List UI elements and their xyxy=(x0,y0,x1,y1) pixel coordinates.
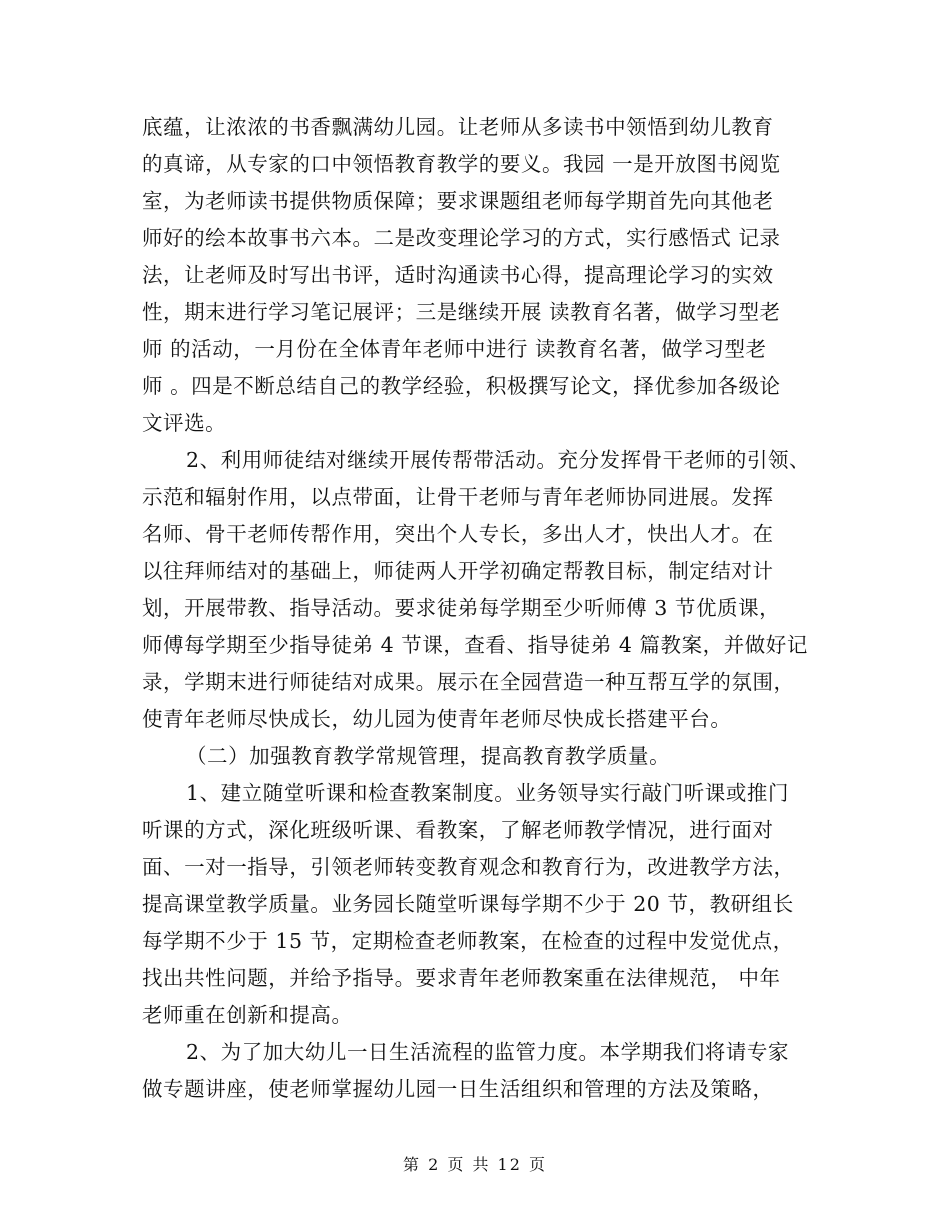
text-line: 底蕴，让浓浓的书香飘满幼儿园。让老师从多读书中领悟到幼儿教育 xyxy=(142,115,774,139)
text-line: 法，让老师及时写出书评，适时沟通读书心得，提高理论学习的实效 xyxy=(142,263,774,287)
text-line: 文评选。 xyxy=(142,411,227,435)
paragraph-start: 2、利用师徒结对继续开展传帮带活动。充分发挥骨干老师的引领、 xyxy=(186,448,811,472)
text-line: 室，为老师读书提供物质保障；要求课题组老师每学期首先向其他老 xyxy=(142,189,774,213)
text-line: 做专题讲座，使老师掌握幼儿园一日生活组织和管理的方法及策略， xyxy=(142,1077,774,1101)
text-line: 的真谛，从专家的口中领悟教育教学的要义。我园 一是开放图书阅览 xyxy=(142,152,781,176)
text-line: 提高课堂教学质量。业务园长随堂听课每学期不少于 20 节，教研组长 xyxy=(142,892,794,916)
page-number: 第 2 页 共 12 页 xyxy=(403,1155,547,1174)
text-line: 老师重在创新和提高。 xyxy=(142,1003,353,1027)
text-line: 每学期不少于 15 节，定期检查老师教案，在检查的过程中发觉优点， xyxy=(142,929,794,953)
section-heading: （二）加强教育教学常规管理，提高教育教学质量。 xyxy=(186,744,671,768)
text-line: 听课的方式，深化班级听课、看教案，了解老师教学情况，进行面对 xyxy=(142,818,774,842)
text-line: 面、一对一指导，引领老师转变教育观念和教育行为，改进教学方法， xyxy=(142,855,795,879)
text-line: 师好的绘本故事书六本。二是改变理论学习的方式，实行感悟式 记录 xyxy=(142,226,781,250)
text-line: 师 。四是不断总结自己的教学经验，积极撰写论文，择优参加各级论 xyxy=(142,374,781,398)
text-line: 师傅每学期至少指导徒弟 4 节课，查看、指导徒弟 4 篇教案，并做好记 xyxy=(142,633,808,657)
text-line: 师 的活动，一月份在全体青年老师中进行 读教育名著，做学习型老 xyxy=(142,337,767,361)
text-line: 找出共性问题，并给予指导。要求青年老师教案重在法律规范， 中年 xyxy=(142,966,781,990)
text-line: 性，期末进行学习笔记展评；三是继续开展 读教育名著，做学习型老 xyxy=(142,300,781,324)
text-line: 划，开展带教、指导活动。要求徒弟每学期至少听师傅 3 节优质课， xyxy=(142,596,781,620)
text-line: 使青年老师尽快成长，幼儿园为使青年老师尽快成长搭建平台。 xyxy=(142,707,732,731)
paragraph-start: 2、为了加大幼儿一日生活流程的监管力度。本学期我们将请专家 xyxy=(186,1040,789,1064)
text-line: 示范和辐射作用，以点带面，让骨干老师与青年老师协同进展。发挥 xyxy=(142,485,774,509)
text-line: 以往拜师结对的基础上，师徒两人开学初确定帮教目标，制定结对计 xyxy=(142,559,774,583)
text-line: 录，学期末进行师徒结对成果。展示在全园营造一种互帮互学的氛围， xyxy=(142,670,795,694)
text-line: 名师、骨干老师传帮作用，突出个人专长，多出人才，快出人才。在 xyxy=(142,522,774,546)
paragraph-start: 1、建立随堂听课和检查教案制度。业务领导实行敲门听课或推门 xyxy=(186,781,789,805)
